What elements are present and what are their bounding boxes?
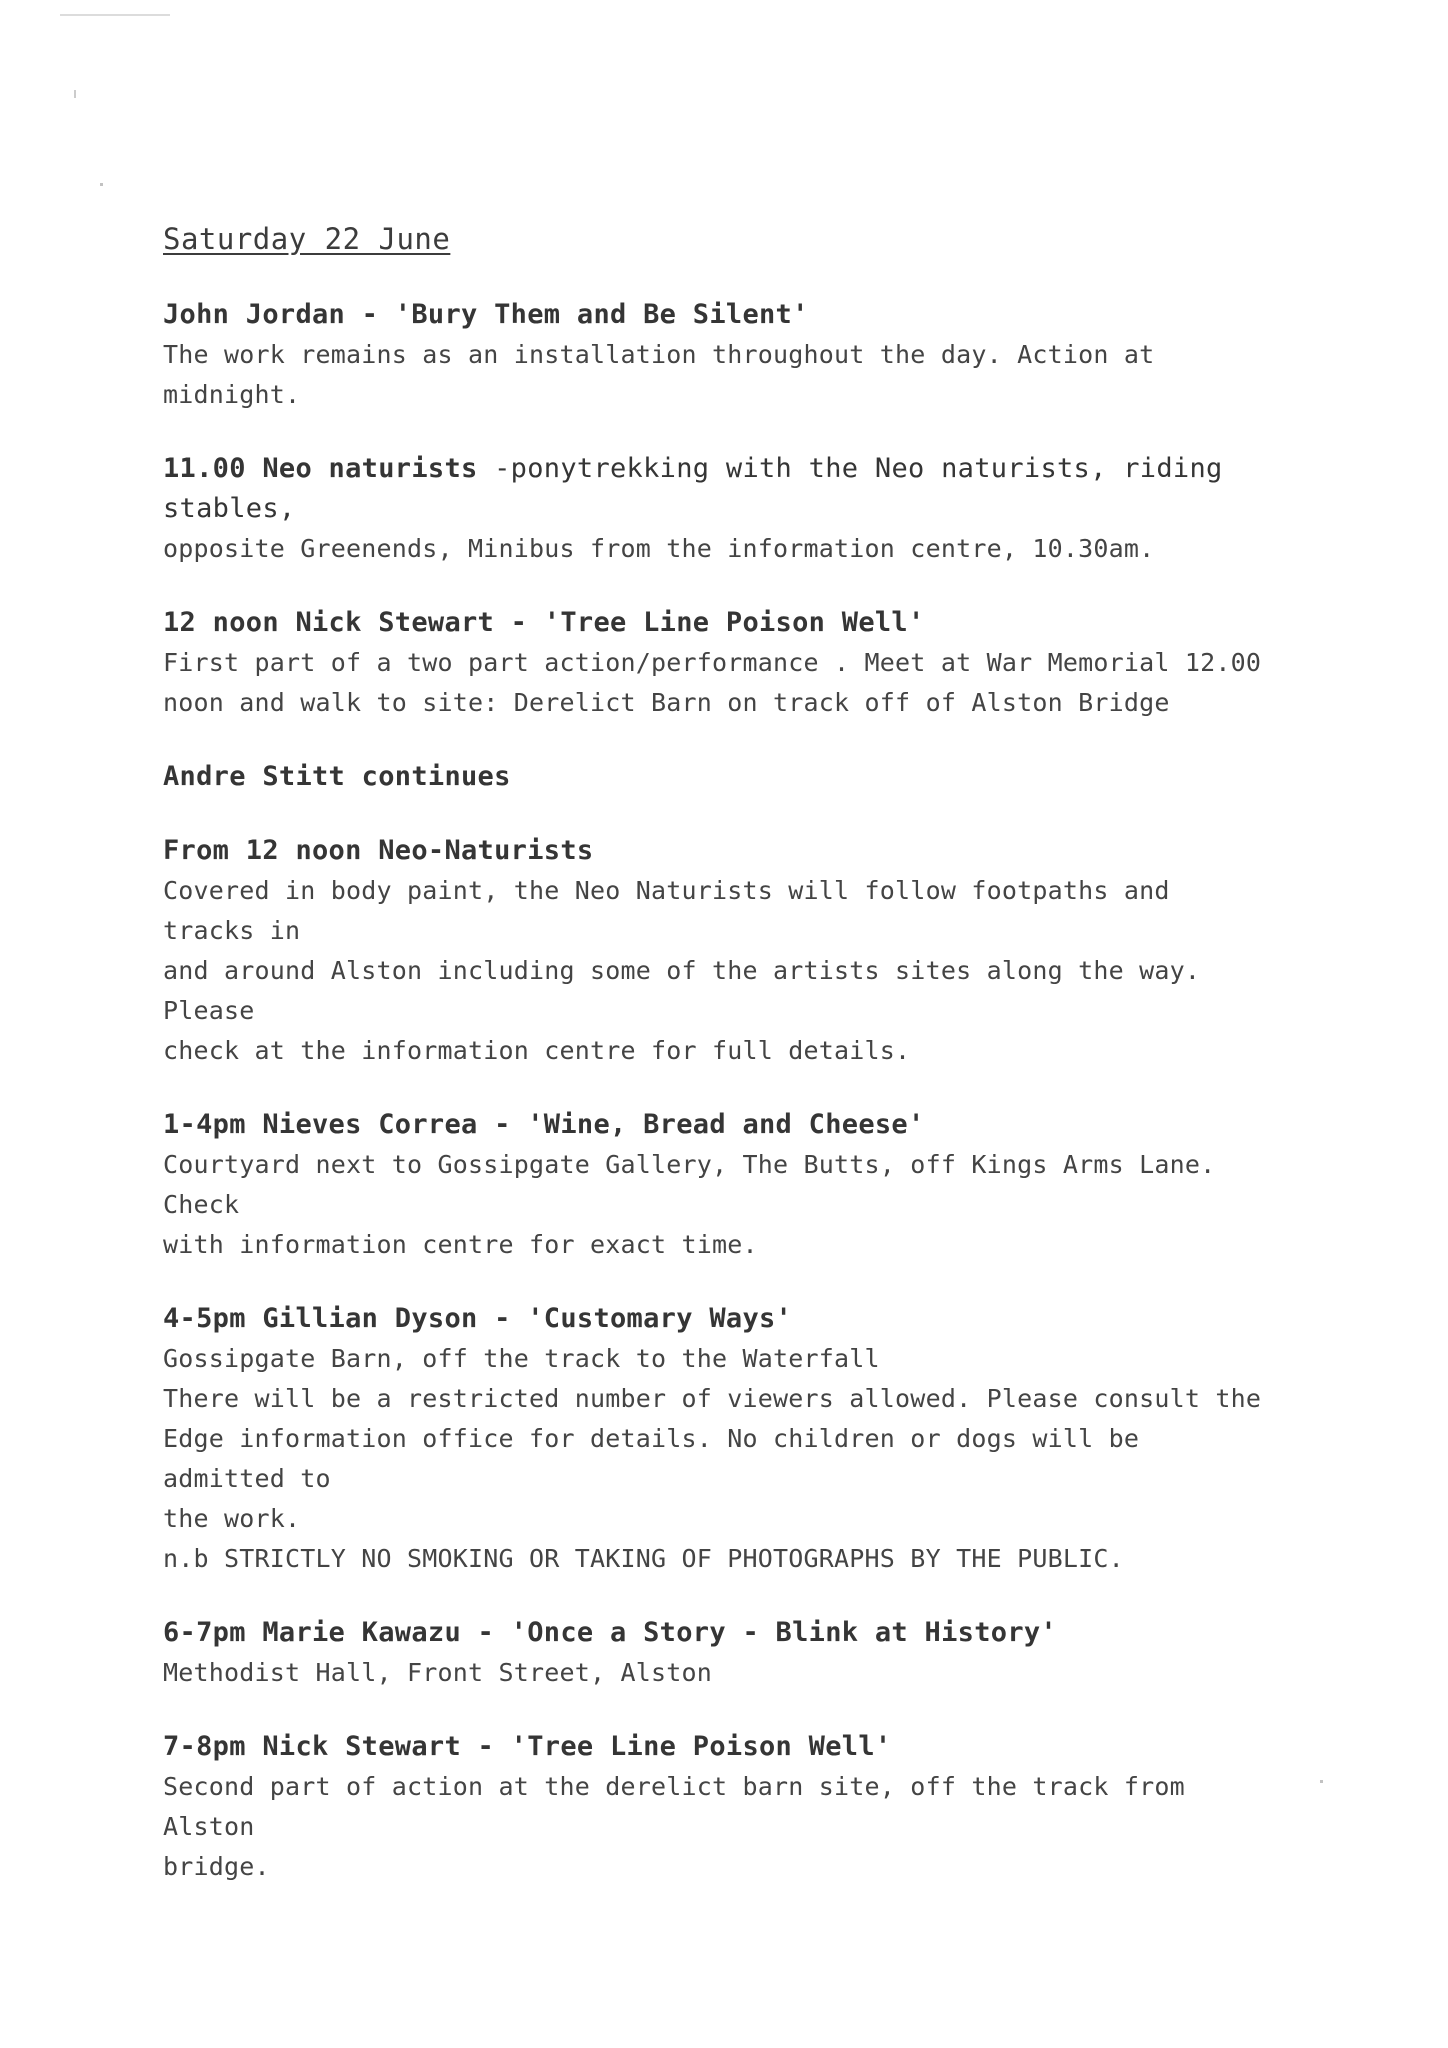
event-marie-kawazu (163, 1613, 1263, 1693)
event-title: 7-8pm Nick Stewart - 'Tree Line Poison Well' (163, 1730, 892, 1762)
event-title: 12 noon Nick Stewart - 'Tree Line Poison Well' (163, 606, 925, 638)
event-detail-line: check at the information centre for full details. (163, 1035, 911, 1065)
event-title: Andre Stitt continues (163, 760, 511, 792)
event-title-bold: 11.00 Neo naturists (163, 452, 478, 484)
event-neo-naturists-body-paint (163, 831, 1263, 1071)
event-gillian-dyson (163, 1299, 1263, 1579)
event-andre-stitt (163, 757, 1263, 797)
event-detail-line: opposite Greenends, Minibus from the information centre, 10.30am. (163, 533, 1155, 563)
event-nick-stewart-part-two (163, 1727, 1263, 1887)
scan-mark (74, 90, 76, 98)
event-detail-line: and around Alston including some of the artists sites along the way. Please (163, 955, 1201, 1025)
event-detail-line: There will be a restricted number of viewers allowed. Please consult the (163, 1383, 1262, 1413)
event-detail-line: The work remains as an installation throughout the day. Action at midnight. (163, 339, 1155, 409)
event-detail-line: bridge. (163, 1851, 270, 1881)
event-detail-line: First part of a two part action/performance . Meet at War Memorial 12.00 (163, 647, 1262, 677)
event-title-rest: -ponytrekking with the Neo naturists, riding stables, (163, 452, 1223, 524)
event-detail-line: Gossipgate Barn, off the track to the Waterfall (163, 1343, 880, 1373)
event-title: 6-7pm Marie Kawazu - 'Once a Story - Blink at History' (163, 1616, 1057, 1648)
event-john-jordan (163, 295, 1263, 415)
schedule-content (163, 222, 1263, 1921)
event-title (163, 449, 1263, 529)
event-detail-line: Edge information office for details. No children or dogs will be admitted to (163, 1423, 1140, 1493)
event-detail-line: the work. (163, 1503, 301, 1533)
event-title: 4-5pm Gillian Dyson - 'Customary Ways' (163, 1302, 793, 1334)
event-neo-naturists-ponytrekking (163, 449, 1263, 569)
date-heading: Saturday 22 June (163, 222, 451, 256)
event-detail-line: noon and walk to site: Derelict Barn on track off of Alston Bridge (163, 687, 1170, 717)
scan-mark (100, 183, 103, 186)
event-notice-line: n.b STRICTLY NO SMOKING OR TAKING OF PHOTOGRAPHS BY THE PUBLIC. (163, 1543, 1124, 1573)
event-title: From 12 noon Neo-Naturists (163, 834, 594, 866)
scan-mark (60, 14, 170, 16)
event-title: 1-4pm Nieves Correa - 'Wine, Bread and Cheese' (163, 1108, 925, 1140)
event-nick-stewart-part-one (163, 603, 1263, 723)
event-detail-line: Methodist Hall, Front Street, Alston (163, 1657, 713, 1687)
scan-mark (1320, 1780, 1323, 1783)
event-detail-line: Courtyard next to Gossipgate Gallery, The Butts, off Kings Arms Lane. Check (163, 1149, 1216, 1219)
event-detail-line: Covered in body paint, the Neo Naturists will follow footpaths and tracks in (163, 875, 1170, 945)
event-nieves-correa (163, 1105, 1263, 1265)
event-detail-line: with information centre for exact time. (163, 1229, 758, 1259)
event-detail-line: Second part of action at the derelict barn site, off the track from Alston (163, 1771, 1185, 1841)
event-title: John Jordan - 'Bury Them and Be Silent' (163, 298, 809, 330)
